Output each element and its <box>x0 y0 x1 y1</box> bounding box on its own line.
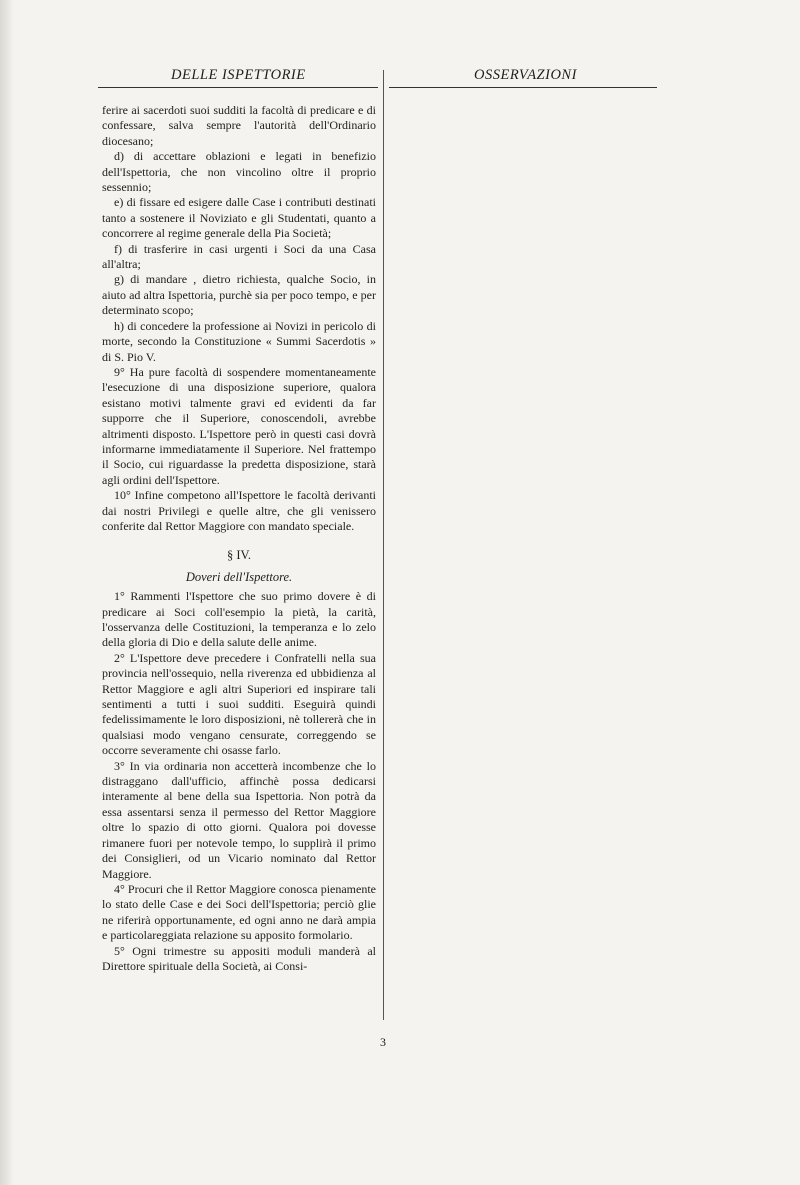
paragraph: 4° Procuri che il Rettor Maggiore conosca pienamente lo stato delle Case e dei Soci dell'Ispettoria; perciò glie ne riferirà opportunamente, ed ogni anno ne darà ampia e particolareggiata relazione su apposito formolario. <box>102 881 376 943</box>
paragraph: 2° L'Ispettore deve precedere i Confratelli nella sua provincia nell'ossequio, nella riverenza ed ubbidienza al Rettor Maggiore e agli altri Superiori ed inspirare tali sentimenti a tutti i suoi sudditi. Eseguirà quindi fedelissimamente le loro disposizioni, nè tollererà che in qualsiasi modo vengano censurate, correggendo se occorre severamente chi osasse farlo. <box>102 650 376 758</box>
page-number: 3 <box>380 1035 386 1049</box>
paragraph: g) di mandare , dietro richiesta, qualche Socio, in aiuto ad altra Ispettoria, purchè sia per poco tempo, e per determinato scopo; <box>102 272 376 318</box>
column-divider <box>383 70 384 1020</box>
paragraph: h) di concedere la professione ai Novizi in pericolo di morte, secondo la Constituzione « Summi Sacerdotis » di S. Pio V. <box>102 318 376 364</box>
paragraph: d) di accettare oblazioni e legati in benefizio dell'Ispettoria, che non vincolino oltre il proprio sessennio; <box>102 149 376 195</box>
left-header-rule <box>98 87 378 88</box>
paragraph: ferire ai sacerdoti suoi sudditi la facoltà di predicare e di confessare, salva sempre l'autorità dell'Ordinario diocesano; <box>102 103 376 148</box>
section-mark: § IV. <box>226 548 252 563</box>
paragraph: f) di trasferire in casi urgenti i Soci da una Casa all'altra; <box>102 241 376 272</box>
paragraph: e) di fissare ed esigere dalle Case i contributi destinati tanto a sostenere il Noviziato e gli Studentati, quanto a concorrere al regime generale della Pia Società; <box>102 195 376 241</box>
paragraph: 3° In via ordinaria non accetterà incombenze che lo distraggano dall'ufficio, affinchè possa dedicarsi interamente al bene della sua Ispettoria. Non potrà da essa assentarsi senza il permesso del Rettor Maggiore oltre lo spazio di otto giorni. Qualora poi dovesse rimanere fuori per notevole tempo, lo supplirà il primo dei Consiglieri, od un Vicario nominato dal Rettor Maggiore. <box>102 758 376 881</box>
scan-edge-shadow <box>0 0 14 1185</box>
right-header-rule <box>389 87 657 88</box>
paragraph: 5° Ogni trimestre su appositi moduli manderà al Direttore spirituale della Società, ai Consi- <box>102 943 376 973</box>
paragraph: 10° Infine competono all'Ispettore le facoltà derivanti dai nostri Privilegi e quelle altre, che gli venissero conferite dal Rettor Maggiore con mandato speciale. <box>102 488 376 533</box>
paragraph: 9° Ha pure facoltà di sospendere momentaneamente l'esecuzione di una disposizione superiore, qualora esistano motivi talmente gravi ed evidenti da far supporre che il Superiore, conoscendoli, avrebbe altrimenti disposto. L'Ispettore però in questi casi dovrà informarne immediatamente il Superiore. Nel frattempo il Socio, cui riguardasse la predetta disposizione, starà agli ordini dell'Ispettore. <box>102 364 376 487</box>
paragraph: 1° Rammenti l'Ispettore che suo primo dovere è di predicare ai Soci coll'esempio la pietà, la carità, l'osservanza delle Costituzioni, la temperanza e lo zelo della gloria di Dio e della salute delle anime. <box>102 589 376 650</box>
left-column-header: DELLE ISPETTORIE <box>171 67 306 83</box>
section-title: Doveri dell'Ispettore. <box>185 569 293 584</box>
main-text-column <box>102 103 376 974</box>
right-column-header: OSSERVAZIONI <box>474 67 577 83</box>
